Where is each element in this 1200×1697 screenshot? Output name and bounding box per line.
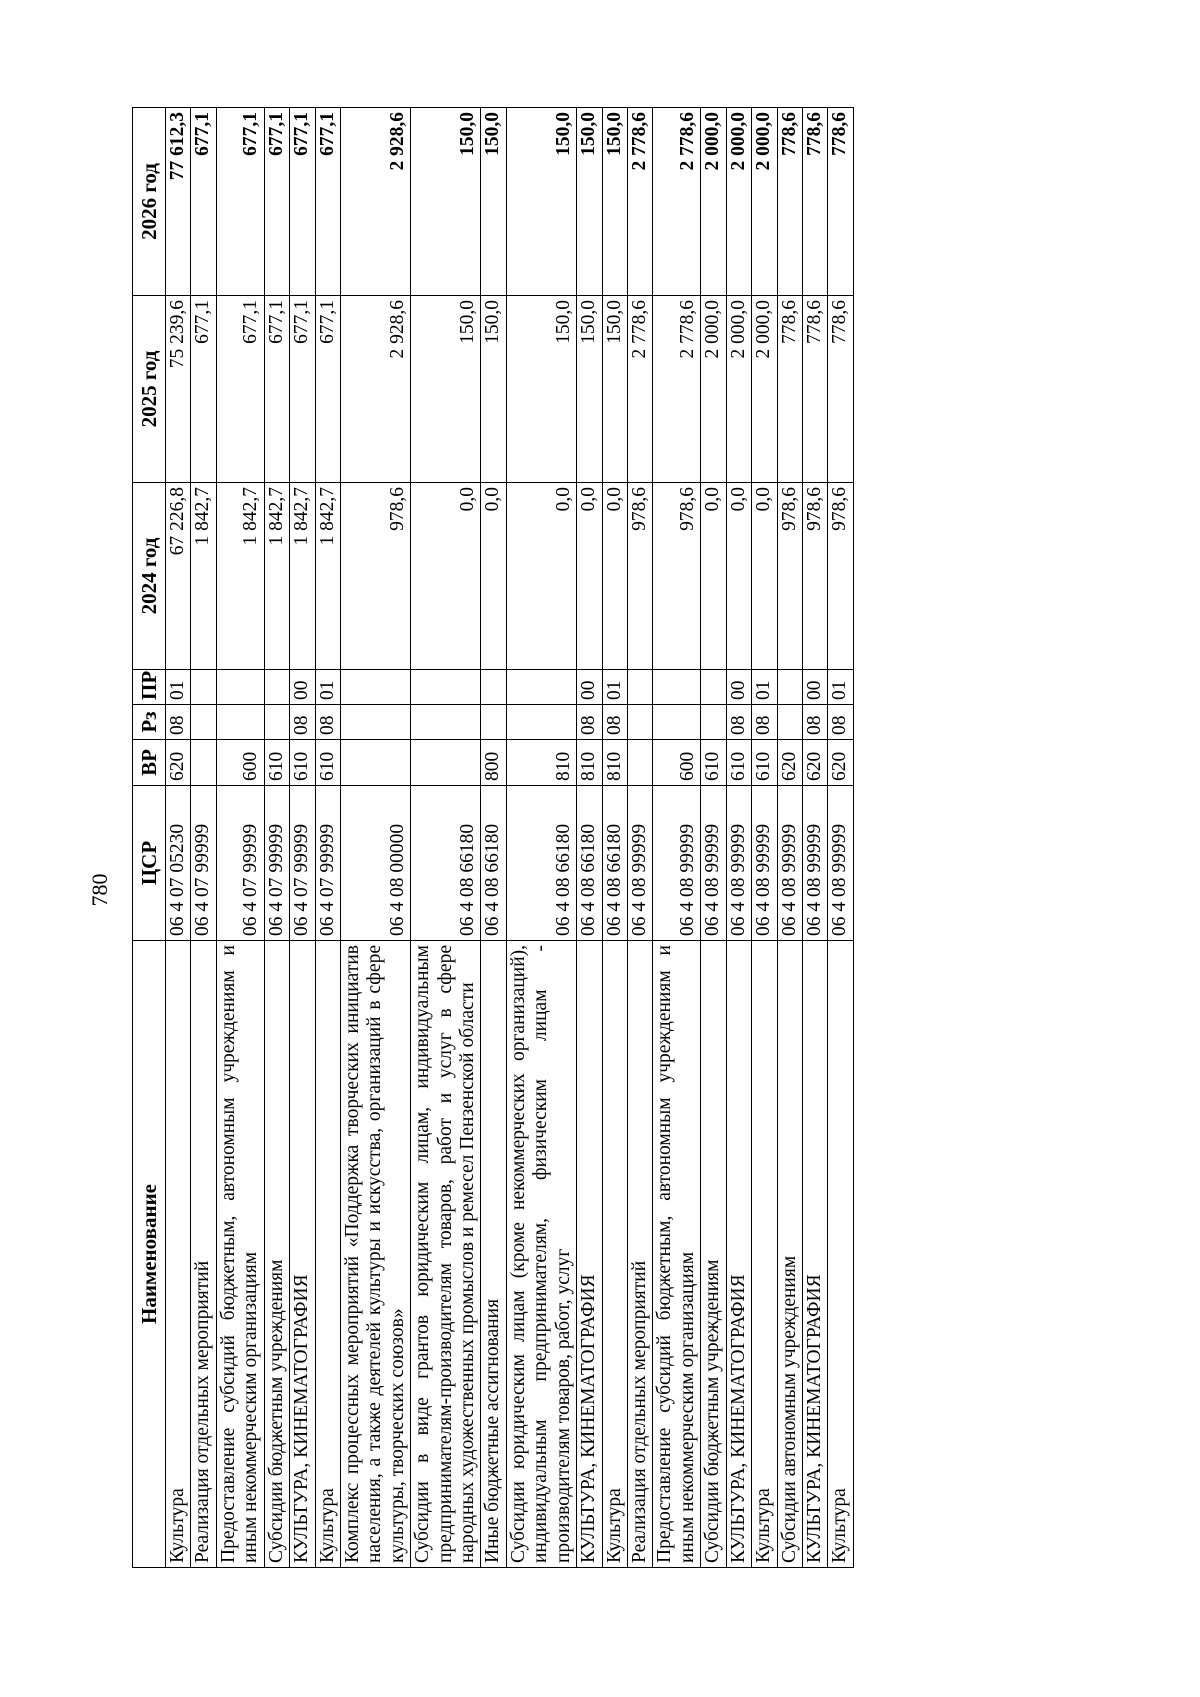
table-row [166, 108, 191, 1568]
cell-rz: 08 [726, 705, 751, 740]
cell-csr: 06 4 07 99999 [216, 786, 264, 941]
table-header-row [133, 108, 166, 1568]
cell-vr: 610 [701, 740, 726, 786]
cell-2024: 0,0 [506, 483, 576, 670]
cell-csr: 06 4 08 99999 [726, 786, 751, 941]
cell-vr [191, 740, 216, 786]
cell-pr [191, 670, 216, 705]
cell-csr: 06 4 08 99999 [701, 786, 726, 941]
cell-2025: 150,0 [506, 296, 576, 483]
cell-csr: 06 4 08 66180 [602, 786, 627, 941]
header-rz: Рз [133, 705, 166, 740]
cell-name: КУЛЬТУРА, КИНЕМАТОГРАФИЯ [802, 941, 827, 1568]
cell-rz [701, 705, 726, 740]
cell-name: КУЛЬТУРА, КИНЕМАТОГРАФИЯ [577, 941, 602, 1568]
cell-pr [506, 670, 576, 705]
cell-vr: 810 [506, 740, 576, 786]
cell-2026: 150,0 [506, 108, 576, 296]
cell-csr: 06 4 07 99999 [290, 786, 315, 941]
cell-2026: 2 778,6 [628, 108, 653, 296]
cell-pr [264, 670, 289, 705]
table-row [752, 108, 777, 1568]
cell-2025: 2 000,0 [701, 296, 726, 483]
cell-rz: 08 [602, 705, 627, 740]
cell-2024: 0,0 [577, 483, 602, 670]
cell-vr: 610 [264, 740, 289, 786]
table-row [481, 108, 506, 1568]
cell-pr [701, 670, 726, 705]
cell-2024: 978,6 [340, 483, 410, 670]
cell-rz [411, 705, 481, 740]
cell-2024: 978,6 [628, 483, 653, 670]
cell-2024: 0,0 [701, 483, 726, 670]
cell-2025: 150,0 [411, 296, 481, 483]
cell-name: Комплекс процессных мероприятий «Поддержка творческих инициатив населения, а также деятелей культуры и искусства, организаций в сфере культуры, творческих союзов» [340, 941, 410, 1568]
cell-2024: 0,0 [411, 483, 481, 670]
cell-2026: 677,1 [315, 108, 340, 296]
cell-name: Субсидии юридическим лицам (кроме некоммерческих организаций), индивидуальным предпринимателям, физическим лицам - производителям товаров, работ, услуг [506, 941, 576, 1568]
cell-2024: 67 226,8 [166, 483, 191, 670]
cell-2024: 1 842,7 [264, 483, 289, 670]
cell-csr: 06 4 07 99999 [315, 786, 340, 941]
cell-rz [777, 705, 802, 740]
cell-2024: 978,6 [802, 483, 827, 670]
cell-csr: 06 4 08 66180 [506, 786, 576, 941]
cell-rz: 08 [802, 705, 827, 740]
cell-rz [506, 705, 576, 740]
cell-2025: 2 000,0 [752, 296, 777, 483]
cell-2026: 2 000,0 [701, 108, 726, 296]
cell-2025: 2 778,6 [653, 296, 701, 483]
cell-2024: 1 842,7 [315, 483, 340, 670]
table-row [802, 108, 827, 1568]
cell-name: Культура [602, 941, 627, 1568]
cell-rz: 08 [166, 705, 191, 740]
cell-2025: 677,1 [191, 296, 216, 483]
cell-2025: 75 239,6 [166, 296, 191, 483]
cell-2026: 778,6 [828, 108, 853, 296]
cell-2026: 677,1 [191, 108, 216, 296]
cell-name: Предоставление субсидий бюджетным, автономным учреждениям и иным некоммерческим организациям [653, 941, 701, 1568]
cell-name: Субсидии бюджетным учреждениям [264, 941, 289, 1568]
cell-pr: 00 [577, 670, 602, 705]
cell-pr [777, 670, 802, 705]
cell-vr: 610 [752, 740, 777, 786]
cell-name: КУЛЬТУРА, КИНЕМАТОГРАФИЯ [726, 941, 751, 1568]
cell-2024: 978,6 [828, 483, 853, 670]
cell-csr: 06 4 08 99999 [777, 786, 802, 941]
cell-2024: 978,6 [653, 483, 701, 670]
cell-2026: 677,1 [264, 108, 289, 296]
cell-2024: 0,0 [726, 483, 751, 670]
table-row [315, 108, 340, 1568]
cell-name: КУЛЬТУРА, КИНЕМАТОГРАФИЯ [290, 941, 315, 1568]
cell-name: Субсидии бюджетным учреждениям [701, 941, 726, 1568]
header-2025: 2025 год [133, 296, 166, 483]
cell-2025: 150,0 [602, 296, 627, 483]
cell-csr: 06 4 08 99999 [628, 786, 653, 941]
cell-2024: 0,0 [481, 483, 506, 670]
cell-2024: 1 842,7 [191, 483, 216, 670]
header-name: Наименование [133, 941, 166, 1568]
table-row [602, 108, 627, 1568]
header-vr: ВР [133, 740, 166, 786]
cell-vr: 810 [602, 740, 627, 786]
cell-vr: 610 [290, 740, 315, 786]
cell-rz: 08 [290, 705, 315, 740]
cell-vr: 620 [777, 740, 802, 786]
cell-2026: 778,6 [777, 108, 802, 296]
cell-pr [411, 670, 481, 705]
cell-2026: 2 928,6 [340, 108, 410, 296]
cell-rz [628, 705, 653, 740]
cell-csr: 06 4 08 99999 [752, 786, 777, 941]
cell-csr: 06 4 08 00000 [340, 786, 410, 941]
table-row [701, 108, 726, 1568]
table-row [290, 108, 315, 1568]
table-body [166, 108, 854, 1568]
cell-2025: 2 778,6 [628, 296, 653, 483]
cell-vr: 610 [315, 740, 340, 786]
cell-2025: 778,6 [828, 296, 853, 483]
page-number: 780 [87, 873, 112, 907]
cell-name: Культура [752, 941, 777, 1568]
cell-vr: 620 [166, 740, 191, 786]
cell-2026: 150,0 [411, 108, 481, 296]
cell-pr [481, 670, 506, 705]
cell-vr: 800 [481, 740, 506, 786]
cell-name: Реализация отдельных мероприятий [191, 941, 216, 1568]
cell-pr [340, 670, 410, 705]
cell-pr [628, 670, 653, 705]
cell-rz [481, 705, 506, 740]
cell-rz [653, 705, 701, 740]
cell-2025: 2 000,0 [726, 296, 751, 483]
table-row [653, 108, 701, 1568]
cell-2026: 150,0 [481, 108, 506, 296]
cell-pr: 00 [802, 670, 827, 705]
cell-2024: 0,0 [752, 483, 777, 670]
cell-vr: 810 [577, 740, 602, 786]
cell-vr [340, 740, 410, 786]
cell-name: Субсидии автономным учреждениям [777, 941, 802, 1568]
table-row [828, 108, 853, 1568]
cell-vr: 620 [802, 740, 827, 786]
cell-csr: 06 4 07 99999 [264, 786, 289, 941]
cell-vr: 600 [653, 740, 701, 786]
cell-rz: 08 [577, 705, 602, 740]
cell-rz: 08 [828, 705, 853, 740]
cell-vr: 610 [726, 740, 751, 786]
cell-rz [216, 705, 264, 740]
cell-2024: 0,0 [602, 483, 627, 670]
cell-2026: 77 612,3 [166, 108, 191, 296]
cell-2024: 1 842,7 [216, 483, 264, 670]
table-row [777, 108, 802, 1568]
cell-2025: 677,1 [216, 296, 264, 483]
cell-2026: 677,1 [216, 108, 264, 296]
cell-vr [411, 740, 481, 786]
table-row [264, 108, 289, 1568]
cell-pr: 01 [828, 670, 853, 705]
cell-csr: 06 4 08 66180 [481, 786, 506, 941]
rotated-table-wrapper [132, 107, 1039, 1568]
header-2024: 2024 год [133, 483, 166, 670]
cell-2026: 150,0 [602, 108, 627, 296]
table-row [216, 108, 264, 1568]
cell-pr: 00 [726, 670, 751, 705]
cell-2025: 677,1 [315, 296, 340, 483]
cell-vr: 620 [828, 740, 853, 786]
cell-2026: 2 000,0 [726, 108, 751, 296]
cell-pr: 00 [290, 670, 315, 705]
cell-2025: 150,0 [481, 296, 506, 483]
cell-2026: 150,0 [577, 108, 602, 296]
cell-csr: 06 4 08 66180 [577, 786, 602, 941]
header-csr: ЦСР [133, 786, 166, 941]
cell-csr: 06 4 07 05230 [166, 786, 191, 941]
cell-csr: 06 4 08 66180 [411, 786, 481, 941]
cell-rz: 08 [315, 705, 340, 740]
cell-name: Культура [315, 941, 340, 1568]
cell-rz [264, 705, 289, 740]
table-row [411, 108, 481, 1568]
cell-pr: 01 [752, 670, 777, 705]
cell-pr: 01 [602, 670, 627, 705]
cell-2026: 778,6 [802, 108, 827, 296]
table-row [191, 108, 216, 1568]
cell-2025: 778,6 [802, 296, 827, 483]
cell-2026: 2 778,6 [653, 108, 701, 296]
cell-name: Культура [166, 941, 191, 1568]
table-row [628, 108, 653, 1568]
cell-rz: 08 [752, 705, 777, 740]
table-row [340, 108, 410, 1568]
cell-vr: 600 [216, 740, 264, 786]
cell-2024: 1 842,7 [290, 483, 315, 670]
table-row [506, 108, 576, 1568]
cell-2025: 150,0 [577, 296, 602, 483]
table-row [577, 108, 602, 1568]
cell-rz [191, 705, 216, 740]
cell-pr: 01 [166, 670, 191, 705]
header-pr: ПР [133, 670, 166, 705]
cell-2025: 677,1 [290, 296, 315, 483]
cell-csr: 06 4 08 99999 [828, 786, 853, 941]
cell-2024: 978,6 [777, 483, 802, 670]
cell-2026: 2 000,0 [752, 108, 777, 296]
budget-table [132, 107, 854, 1568]
cell-name: Иные бюджетные ассигнования [481, 941, 506, 1568]
cell-csr: 06 4 08 99999 [802, 786, 827, 941]
cell-name: Предоставление субсидий бюджетным, автономным учреждениям и иным некоммерческим организациям [216, 941, 264, 1568]
header-2026: 2026 год [133, 108, 166, 296]
cell-vr [628, 740, 653, 786]
table-row [726, 108, 751, 1568]
cell-csr: 06 4 08 99999 [653, 786, 701, 941]
cell-pr: 01 [315, 670, 340, 705]
cell-name: Реализация отдельных мероприятий [628, 941, 653, 1568]
cell-name: Субсидии в виде грантов юридическим лицам, индивидуальным предпринимателям-производителям товаров, работ и услуг в сфере народных художественных промыслов и ремесел Пензенской области [411, 941, 481, 1568]
cell-pr [653, 670, 701, 705]
cell-pr [216, 670, 264, 705]
cell-2025: 2 928,6 [340, 296, 410, 483]
cell-2025: 778,6 [777, 296, 802, 483]
cell-2025: 677,1 [264, 296, 289, 483]
cell-rz [340, 705, 410, 740]
cell-name: Культура [828, 941, 853, 1568]
cell-2026: 677,1 [290, 108, 315, 296]
cell-csr: 06 4 07 99999 [191, 786, 216, 941]
